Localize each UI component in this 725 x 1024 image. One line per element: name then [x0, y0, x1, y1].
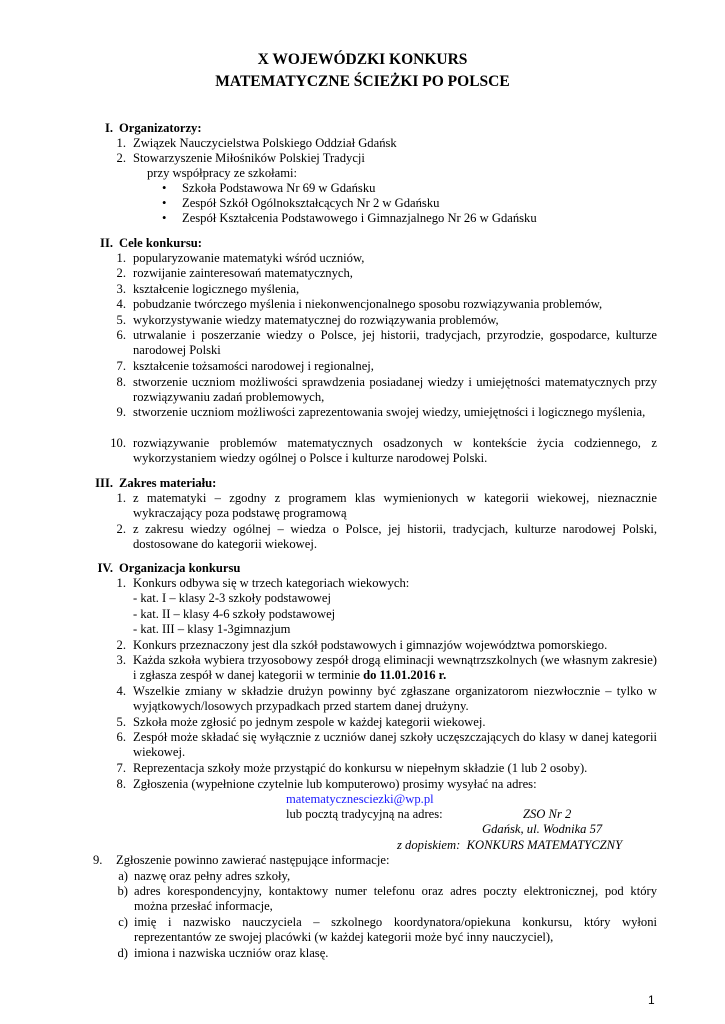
- bullet-icon: •: [162, 181, 167, 195]
- list-item: 5. Szkoła może zgłosić po jednym zespole w każdej kategorii wiekowej.: [116, 715, 486, 729]
- address-name: ZSO Nr 2: [523, 807, 572, 821]
- postal-address-label: lub pocztą tradycyjną na adres:: [286, 807, 443, 821]
- bullet-icon: •: [162, 196, 167, 210]
- section-heading-organization: IV. Organizacja konkursu: [97, 561, 241, 575]
- letter-item: d) imiona i nazwiska uczniów oraz klasę.: [117, 946, 329, 960]
- letter-item: a) nazwę oraz pełny adres szkoły,: [118, 869, 291, 883]
- list-item: 4. Wszelkie zmiany w składzie drużyn powinny być zgłaszane organizatorom niezwłocznie – tylko w wyjątkowych/losowych przypadkach przed startem danej drużyny.: [116, 684, 657, 714]
- list-item: 2. Konkurs przeznaczony jest dla szkół podstawowych i gimnazjów województwa pomorskiego.: [116, 638, 608, 652]
- bullet-item: • Zespół Kształcenia Podstawowego i Gimnazjalnego Nr 26 w Gdańsku: [162, 211, 537, 225]
- list-item: 7. Reprezentacja szkoły może przystąpić do konkursu w niepełnym składzie (1 lub 2 osoby).: [116, 761, 588, 775]
- address-street: Gdańsk, ul. Wodnika 57: [482, 822, 603, 836]
- list-item: 1. popularyzowanie matematyki wśród uczniów,: [116, 251, 365, 265]
- list-item-text: Zgłoszenie powinno zawierać następujące informacje:: [116, 853, 390, 867]
- list-item: 2. Stowarzyszenie Miłośników Polskiej Tradycji: [116, 151, 365, 165]
- list-item: 10. rozwiązywanie problemów matematycznych osadzonych w kontekście życia codziennego, z wykorzystaniem wiedzy ogólnej o Polsce i kulturze narodowej Polski.: [110, 436, 657, 466]
- list-item: 8. stworzenie uczniom możliwości sprawdzenia posiadanej wiedzy i umiejętności matematycznych przy rozwiązywaniu zadań problemowych,: [116, 375, 657, 405]
- category-line: - kat. II – klasy 4-6 szkoły podstawowej: [133, 607, 336, 621]
- page-number: 1: [648, 993, 655, 1007]
- section-heading-organizers: I. Organizatorzy:: [104, 121, 202, 135]
- list-item: 1. Konkurs odbywa się w trzech kategoriach wiekowych:: [116, 576, 410, 590]
- list-item: 1. z matematyki – zgodny z programem klas wymienionych w kategorii wiekowej, nieznacznie wykraczający poza podstawę programową: [116, 491, 657, 521]
- cooperation-intro: przy współpracy ze szkołami:: [147, 166, 298, 180]
- list-item: 7. kształcenie tożsamości narodowej i regionalnej,: [116, 359, 374, 373]
- letter-item: b) adres korespondencyjny, kontaktowy numer telefonu oraz adres poczty elektronicznej, pod który można przesłać informacje,: [117, 884, 657, 914]
- list-item: 5. wykorzystywanie wiedzy matematycznej do rozwiązywania problemów,: [116, 313, 499, 327]
- section-heading-goals: II. Cele konkursu:: [100, 236, 202, 250]
- address-note: z dopiskiem: KONKURS MATEMATYCZNY: [397, 838, 623, 852]
- list-item: 8. Zgłoszenia (wypełnione czytelnie lub komputerowo) prosimy wysyłać na adres:: [116, 777, 537, 791]
- list-item-number: 9.: [93, 853, 103, 867]
- deadline-date: do 11.01.2016 r.: [363, 668, 447, 683]
- list-item: 2. rozwijanie zainteresowań matematycznych,: [116, 266, 353, 280]
- category-line: - kat. III – klasy 1-3gimnazjum: [133, 622, 291, 636]
- list-item: 1. Związek Nauczycielstwa Polskiego Oddział Gdańsk: [116, 136, 397, 150]
- bullet-item: • Zespół Szkół Ogólnokształcących Nr 2 w Gdańsku: [162, 196, 440, 210]
- list-item: 3. kształcenie logicznego myślenia,: [116, 282, 300, 296]
- bullet-icon: •: [162, 211, 167, 225]
- document-title-line1: X WOJEWÓDZKI KONKURS: [257, 51, 468, 68]
- contact-email-link[interactable]: matematycznesciezki@wp.pl: [286, 792, 434, 806]
- list-item: 9. stworzenie uczniom możliwości zaprezentowania swojej wiedzy, umiejętności i logicznego myślenia,: [116, 405, 646, 419]
- section-heading-scope: III. Zakres materiału:: [95, 476, 217, 490]
- list-item: 6. Zespół może składać się wyłącznie z uczniów danej szkoły uczęszczających do klasy w danej kategorii wiekowej.: [116, 730, 657, 760]
- list-item: 6. utrwalanie i poszerzanie wiedzy o Polsce, jej historii, tradycjach, przyrodzie, gospodarce, kulturze narodowej Polski: [116, 328, 657, 358]
- document-title-line2: MATEMATYCZNE ŚCIEŻKI PO POLSCE: [215, 73, 510, 90]
- list-item: 2. z zakresu wiedzy ogólnej – wiedza o Polsce, jej historii, tradycjach, kulturze narodowej Polski, dostosowane do kategorii wiekowej.: [116, 522, 657, 552]
- category-line: - kat. I – klasy 2-3 szkoły podstawowej: [133, 591, 331, 605]
- bullet-item: • Szkoła Podstawowa Nr 69 w Gdańsku: [162, 181, 376, 195]
- list-item: 3. Każda szkoła wybiera trzyosobowy zespół drogą eliminacji wewnątrzszkolnych (we własnym zakresie) i zgłasza zespół w danej kategorii w terminie do 11.01.2016 r.: [116, 653, 657, 683]
- list-item: 4. pobudzanie twórczego myślenia i niekonwencjonalnego sposobu rozwiązywania problemów,: [116, 297, 603, 311]
- letter-item: c) imię i nazwisko nauczyciela – szkolnego koordynatora/opiekuna konkursu, który wyłoni reprezentantów ze swojej placówki (w każdej kategorii może być inny nauczyciel),: [118, 915, 657, 945]
